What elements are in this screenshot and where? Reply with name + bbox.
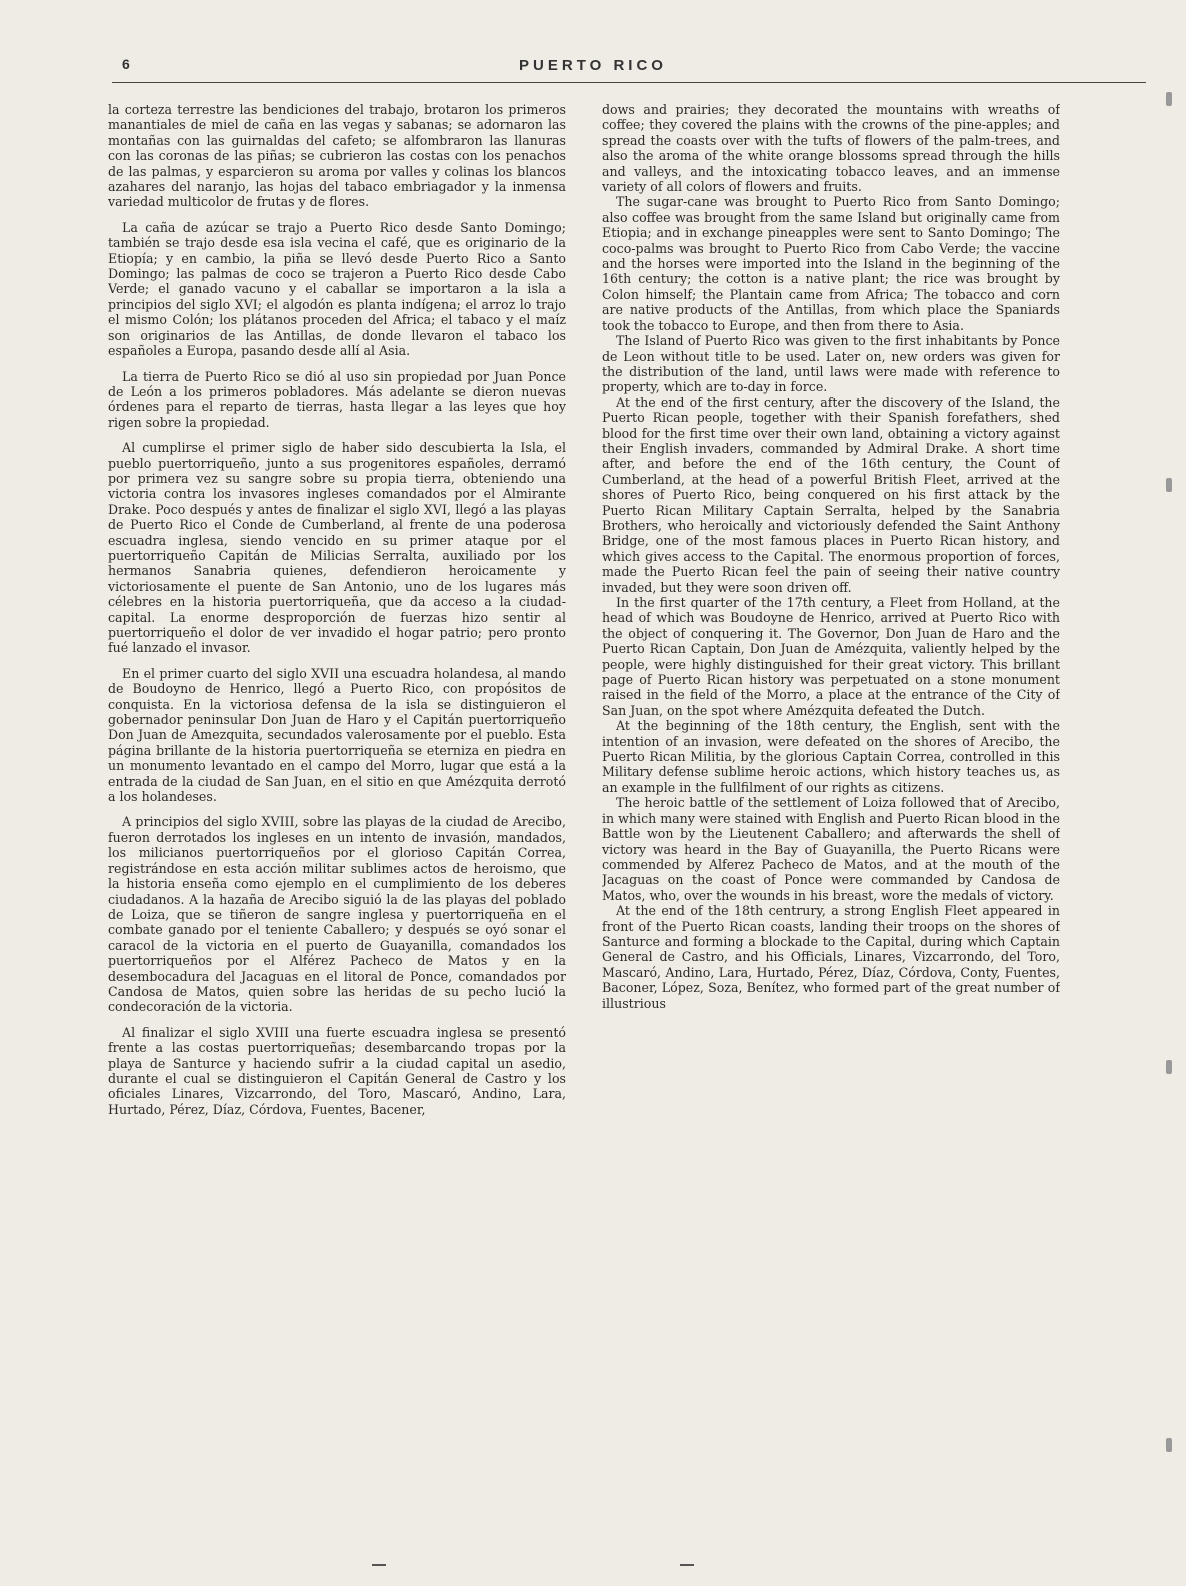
header-rule [112,82,1146,83]
english-paragraph: At the end of the 18th centrury, a strong English Fleet appeared in front of the Puerto Rican coasts, landing their troops on the shores of Santurce and forming a blockade to the Capital, during which Captain General de Castro, and his Officials, Linares, Vizcarrondo, del Toro, Mascaró, Andino, Lara, Hurtado, Pérez, Díaz, Córdova, Conty, Fuentes, Baconer, López, Soza, Benítez, who formed part of the great number of illustrious [602,903,1060,1011]
spanish-paragraph: Al finalizar el siglo XVIII una fuerte escuadra inglesa se presentó frente a las costas puertorriqueñas; desembarcando tropas por la playa de Santurce y haciendo sufrir a la ciudad capital un asedio, durante el cual se distinguieron el Capitán General de Castro y los oficiales Linares, Vizcarrondo, del Toro, Mascaró, Andino, Lara, Hurtado, Pérez, Díaz, Córdova, Fuentes, Bacener, [108,1024,566,1117]
english-paragraph: At the beginning of the 18th century, the English, sent with the intention of an invasion, were defeated on the shores of Arecibo, the Puerto Rican Militia, by the glorious Captain Correa, controlled in this Military defense sublime heroic actions, which history teaches us, as an example in the fullfilment of our rights as citizens. [602,718,1060,795]
spanish-paragraph: la corteza terrestre las bendiciones del trabajo, brotaron los primeros manantiales de miel de caña en las vegas y sabanas; se adornaron las montañas con las guirnaldas del cafeto; se alfombraron las llanuras con las coronas de las piñas; se cubrieron las costas con los penachos de las palmas, y esparcieron su aroma por valles y colinas los blancos azahares del naranjo, las hojas del tabaco embriagador y la inmensa variedad multicolor de frutas y de flores. [108,102,566,210]
footer-mark [680,1564,694,1566]
running-title: PUERTO RICO [519,57,667,74]
english-paragraph: At the end of the first century, after the discovery of the Island, the Puerto Rican people, together with their Spanish forefathers, shed blood for the first time over their own land, obtaining a victory against their English invaders, commanded by Admiral Drake. A short time after, and before the end of the 16th century, the Count of Cumberland, at the head of a powerful British Fleet, arrived at the shores of Puerto Rico, being conquered on his first attack by the Puerto Rican Military Captain Serralta, helped by the Sanabria Brothers, who heroically and victoriously defended the Saint Anthony Bridge, one of the most famous places in Puerto Rican history, and which gives access to the Capital. The enormous proportion of forces, made the Puerto Rican feel the pain of seeing their native country invaded, but they were soon driven off. [602,394,1060,595]
spanish-paragraph: A principios del siglo XVIII, sobre las playas de la ciudad de Arecibo, fueron derrotados los ingleses en un intento de invasión, mandados, los milicianos puertorriqueños por el glorioso Capitán Correa, registrándose en esta acción militar sublimes actos de heroismo, que la historia enseña como ejemplo en el cumplimiento de los deberes ciudadanos. A la hazaña de Arecibo siguió la de las playas del poblado de Loiza, que se tiñeron de sangre inglesa y puertorriqueña en el combate ganado por el teniente Caballero; y después se oyó sonar el caracol de la victoria en el puerto de Guayanilla, comandados los puertorriqueños por el Alférez Pacheco de Matos y en la desembocadura del Jacaguas en el litoral de Ponce, comandados por Candosa de Matos, quien sobre las heridas de su pecho lució la condecoración de la victoria. [108,814,566,1015]
page-edge-mark [1166,1438,1172,1452]
english-paragraph: The heroic battle of the settlement of Loiza followed that of Arecibo, in which many were stained with English and Puerto Rican blood in the Battle won by the Lieutenent Caballero; and afterwards the shell of victory was heard in the Bay of Guayanilla, the Puerto Ricans were commended by Alferez Pacheco de Matos, and at the mouth of the Jacaguas on the coast of Ponce were commanded by Candosa de Matos, who, over the wounds in his breast, wore the medals of victory. [602,795,1060,903]
spanish-column [108,102,566,1552]
english-column [602,102,1060,1552]
page-edge-mark [1166,478,1172,492]
spanish-paragraph: La caña de azúcar se trajo a Puerto Rico desde Santo Domingo; también se trajo desde esa isla vecina el café, que es originario de la Etiopía; y en cambio, la piña se llevó desde Puerto Rico a Santo Domingo; las palmas de coco se trajeron a Puerto Rico desde Cabo Verde; el ganado vacuno y el caballar se importaron a la isla a principios del siglo XVI; el algodón es planta indígena; el arroz lo trajo el mismo Colón; los plátanos proceden del Africa; el tabaco y el maíz son originarios de las Antillas, de donde llevaron el tabaco los españoles a Europa, pasando desde allí al Asia. [108,219,566,359]
english-paragraph: dows and prairies; they decorated the mountains with wreaths of coffee; they covered the plains with the crowns of the pine-apples; and spread the coasts over with the tufts of flowers of the palm-trees, and also the aroma of the white orange blossoms spread through the hills and valleys, and the intoxicating tobacco leaves, and an immense variety of all colors of flowers and fruits. [602,102,1060,195]
footer-mark [372,1564,386,1566]
spanish-paragraph: En el primer cuarto del siglo XVII una escuadra holandesa, al mando de Boudoyno de Henrico, llegó a Puerto Rico, con propósitos de conquista. En la victoriosa defensa de la isla se distinguieron el gobernador peninsular Don Juan de Haro y el Capitán puertorriqueño Don Juan de Amezquita, secundados valerosamente por el pueblo. Esta página brillante de la historia puertorriqueña se eterniza en piedra en un monumento levantado en el campo del Morro, lugar que está a la entrada de la ciudad de San Juan, en el sitio en que Amézquita derrotó a los holandeses. [108,665,566,805]
spanish-paragraph: Al cumplirse el primer siglo de haber sido descubierta la Isla, el pueblo puertorriqueño, junto a sus progenitores españoles, derramó por primera vez su sangre sobre su propia tierra, obteniendo una victoria contra los invasores ingleses comandados por el Almirante Drake. Poco después y antes de finalizar el siglo XVI, llegó a las playas de Puerto Rico el Conde de Cumberland, al frente de una poderosa escuadra inglesa, siendo vencido en su primer ataque por el puertorriqueño Capitán de Milicias Serralta, auxiliado por los hermanos Sanabria quienes, defendieron heroicamente y victoriosamente el puente de San Antonio, uno de los lugares más célebres en la historia puertorriqueña, que da acceso a la ciudad-capital. La enorme desproporción de fuerzas hizo sentir al puertorriqueño el dolor de ver invadido el hogar patrio; pero pronto fué lanzado el invasor. [108,440,566,656]
english-paragraph: The sugar-cane was brought to Puerto Rico from Santo Domingo; also coffee was brought from the same Island but originally came from Etiopia; and in exchange pineapples were sent to Santo Domingo; The coco-palms was brought to Puerto Rico from Cabo Verde; the vaccine and the horses were imported into the Island in the beginning of the 16th century; the cotton is a native plant; the rice was brought by Colon himself; the Plantain came from Africa; The tobacco and corn are native products of the Antillas, from which place the Spaniards took the tobacco to Europe, and then from there to Asia. [602,194,1060,333]
page-edge-mark [1166,92,1172,106]
page-number: 6 [122,56,130,72]
page-edge-mark [1166,1060,1172,1074]
spanish-paragraph: La tierra de Puerto Rico se dió al uso sin propiedad por Juan Ponce de León a los primeros pobladores. Más adelante se dieron nuevas órdenes para el reparto de tierras, hasta llegar a las leyes que hoy rigen sobre la propiedad. [108,368,566,430]
english-paragraph: The Island of Puerto Rico was given to the first inhabitants by Ponce de Leon without title to be used. Later on, new orders was given for the distribution of the land, until laws were made with reference to property, which are to-day in force. [602,333,1060,395]
english-paragraph: In the first quarter of the 17th century, a Fleet from Holland, at the head of which was Boudoyne de Henrico, arrived at Puerto Rico with the object of conquering it. The Governor, Don Juan de Haro and the Puerto Rican Captain, Don Juan de Amézquita, valiently helped by the people, were highly distinguished for their great victory. This brillant page of Puerto Rican history was perpetuated on a stone monument raised in the field of the Morro, a place at the entrance of the City of San Juan, on the spot where Amézquita defeated the Dutch. [602,595,1060,718]
